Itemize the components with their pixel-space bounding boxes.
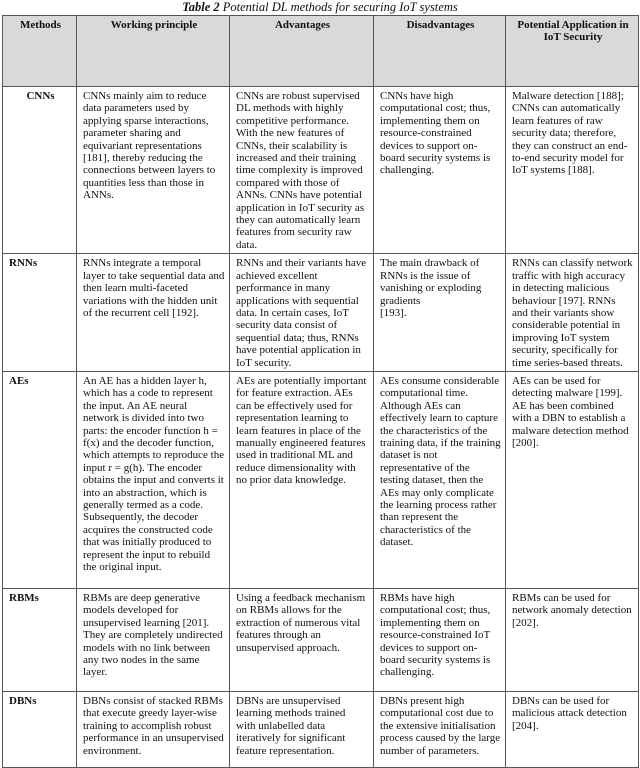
header-application: Potential Application in IoT Security bbox=[506, 16, 639, 87]
application-cell: Malware detection [188]; CNNs can automatically learn features of raw security data; therefore, they can construct an end- to-end security model for IoT systems [188]. bbox=[506, 87, 639, 254]
header-methods: Methods bbox=[3, 16, 77, 87]
advantages-cell: CNNs are robust supervised DL methods with highly competitive performance. With the new features of CNNs, their scalability is increased and their training time complexity is improved compared with those of ANNs. CNNs have potential application in IoT security as they can automatically learn features from security raw data. bbox=[230, 87, 374, 254]
dl-methods-table bbox=[2, 15, 639, 768]
table-row bbox=[3, 588, 639, 691]
table-label: Table 2 bbox=[182, 0, 220, 14]
disadvantages-cell: RBMs have high computational cost; thus, implementing them on resource-constrained IoT devices to support on- board security systems is challenging. bbox=[374, 588, 506, 691]
principle-cell: RNNs integrate a temporal layer to take sequential data and then learn multi-faceted variations with the hidden unit of the recurrent cell [192]. bbox=[77, 254, 230, 372]
header-working-principle: Working principle bbox=[77, 16, 230, 87]
advantages-cell: DBNs are unsupervised learning methods trained with unlabelled data iteratively for significant feature representation. bbox=[230, 691, 374, 767]
header-disadvantages: Disadvantages bbox=[374, 16, 506, 87]
method-cell: DBNs bbox=[3, 691, 77, 767]
application-cell: RBMs can be used for network anomaly detection [202]. bbox=[506, 588, 639, 691]
disadvantages-cell: The main drawback of RNNs is the issue of vanishing or exploding gradients [193]. bbox=[374, 254, 506, 372]
advantages-cell: RNNs and their variants have achieved excellent performance in many applications with sequential data. In certain cases, IoT security data consist of sequential data; thus, RNNs have potential application in IoT security. bbox=[230, 254, 374, 372]
disadvantages-cell: AEs consume considerable computational time. Although AEs can effectively learn to capture the characteristics of the training data, if the training dataset is not representative of the testing dataset, then the AEs may only complicate the learning process rather than represent the characteristics of the dataset. bbox=[374, 371, 506, 588]
application-cell: DBNs can be used for malicious attack detection [204]. bbox=[506, 691, 639, 767]
method-cell: CNNs bbox=[3, 87, 77, 254]
disadvantages-cell: CNNs have high computational cost; thus, implementing them on resource-constrained devices to support on- board security systems is challenging. bbox=[374, 87, 506, 254]
table-title: Potential DL methods for securing IoT systems bbox=[222, 0, 458, 14]
table-caption bbox=[0, 0, 640, 15]
method-cell: RBMs bbox=[3, 588, 77, 691]
disadvantages-cell: DBNs present high computational cost due to the extensive initialisation process caused by the large number of parameters. bbox=[374, 691, 506, 767]
principle-cell: An AE has a hidden layer h, which has a code to represent the input. An AE neural network is divided into two parts: the encoder function h = f(x) and the decoder function, which attempts to reproduce the input r = g(h). The encoder obtains the input and converts it into an abstraction, which is generally termed as a code. Subsequently, the decoder acquires the constructed code that was initially produced to represent the input to rebuild the original input. bbox=[77, 371, 230, 588]
header-row bbox=[3, 16, 639, 87]
table-row bbox=[3, 371, 639, 588]
application-cell: AEs can be used for detecting malware [199]. AE has been combined with a DBN to establish a malware detection method [200]. bbox=[506, 371, 639, 588]
table-row bbox=[3, 691, 639, 767]
advantages-cell: AEs are potentially important for feature extraction. AEs can be effectively used for representation learning to learn features in place of the manually engineered features used in traditional ML and reduce dimensionality with no prior data knowledge. bbox=[230, 371, 374, 588]
principle-cell: CNNs mainly aim to reduce data parameters used by applying sparse interactions, parameter sharing and equivariant representations [181], thereby reducing the connections between layers to quantities less than those in ANNs. bbox=[77, 87, 230, 254]
header-advantages: Advantages bbox=[230, 16, 374, 87]
table-row bbox=[3, 254, 639, 372]
principle-cell: DBNs consist of stacked RBMs that execute greedy layer-wise training to accomplish robust performance in an unsupervised environment. bbox=[77, 691, 230, 767]
table-row bbox=[3, 87, 639, 254]
method-cell: RNNs bbox=[3, 254, 77, 372]
method-cell: AEs bbox=[3, 371, 77, 588]
principle-cell: RBMs are deep generative models developed for unsupervised learning [201]. They are completely undirected models with no link between any two nodes in the same layer. bbox=[77, 588, 230, 691]
advantages-cell: Using a feedback mechanism on RBMs allows for the extraction of numerous vital features through an unsupervised approach. bbox=[230, 588, 374, 691]
application-cell: RNNs can classify network traffic with high accuracy in detecting malicious behaviour [197]. RNNs and their variants show considerable potential in improving IoT system security, specifically for time series-based threats. bbox=[506, 254, 639, 372]
